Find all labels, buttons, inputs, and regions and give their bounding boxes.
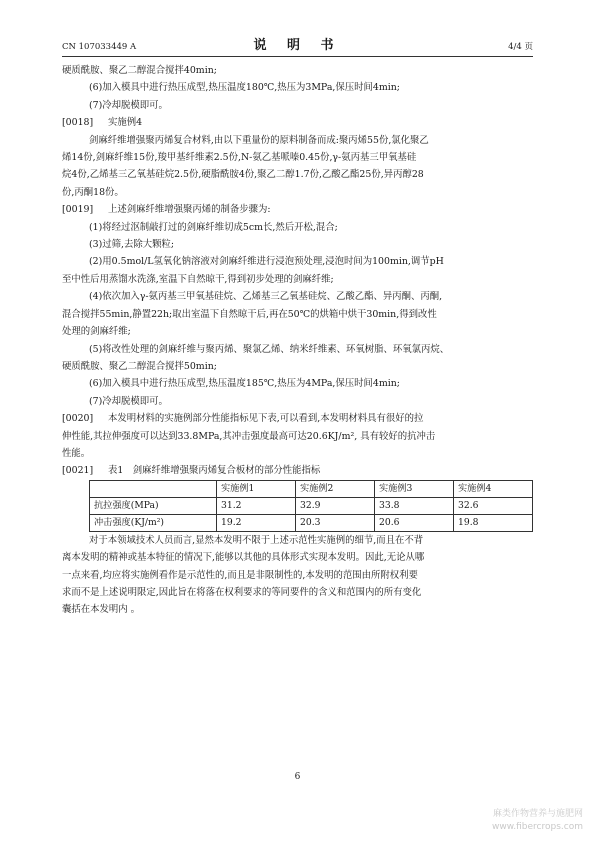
text-line [62, 410, 533, 427]
paragraphs-before-table [62, 62, 533, 462]
text-line [62, 62, 533, 79]
text-line [62, 306, 533, 323]
text-line [62, 166, 533, 183]
line-text: 份,丙酮18份。 [62, 186, 124, 198]
line-text: 硬质酰胺、聚乙二醇混合搅拌40min; [62, 65, 217, 76]
text-line [62, 132, 533, 149]
table-caption [62, 462, 533, 479]
text-line [62, 584, 533, 601]
text-line [62, 375, 533, 392]
page-header [62, 32, 533, 57]
text-line [62, 549, 533, 566]
document-body [62, 62, 533, 619]
line-text: 求而不是上述说明限定,因此旨在将落在权利要求的等同要件的含义和范围内的所有变化 [62, 586, 422, 598]
table-cell: 32.9 [296, 497, 375, 514]
text-line [62, 323, 533, 340]
text-line [62, 79, 533, 96]
paragraphs-after-table [62, 532, 533, 619]
table-cell: 19.8 [454, 514, 533, 531]
table-cell: 19.2 [217, 514, 296, 531]
watermark-url: www.fibercrops.com [492, 822, 583, 832]
patent-number: CN 107033449 A [62, 42, 137, 52]
line-text: 囊括在本发明内 。 [62, 604, 140, 616]
row-label-cell: 冲击强度(KJ/m²) [90, 514, 217, 531]
text-line [62, 201, 533, 218]
line-text: 上述剑麻纤维增强聚丙烯的制备步骤为: [108, 204, 271, 216]
text-line [62, 358, 533, 375]
text-line [62, 445, 533, 462]
site-watermark [492, 808, 583, 834]
line-text: (6)加入模具中进行热压成型,热压温度180℃,热压为3MPa,保压时间4min; [89, 82, 400, 94]
line-text: 对于本领域技术人员而言,显然本发明不限于上述示范性实施例的细节,而且在不背 [89, 534, 424, 546]
table-header-cell: 实施例2 [296, 480, 375, 497]
text-line [62, 601, 533, 618]
table-cell: 33.8 [375, 497, 454, 514]
table-cell: 20.3 [296, 514, 375, 531]
line-text: 混合搅拌55min,静置22h;取出室温下自然晾干后,再在50℃的烘箱中烘干30min,得到改性 [62, 308, 437, 320]
line-text: (6)加入模具中进行热压成型,热压温度185℃,热压为4MPa,保压时间4min; [89, 378, 400, 390]
line-text: 离本发明的精神或基本特征的情况下,能够以其他的具体形式实现本发明。因此,无论从哪 [62, 552, 425, 564]
page-number: 6 [294, 772, 301, 782]
line-text: 硬质酰胺、聚乙二醇混合搅拌50min; [62, 360, 217, 372]
text-line [62, 114, 533, 131]
line-text: 至中性后用蒸馏水洗涤,室温下自然晾干,得到初步处理的剑麻纤维; [62, 273, 334, 285]
text-line [62, 219, 533, 236]
table-header-row [90, 480, 533, 497]
text-line [62, 288, 533, 305]
line-text: (7)冷却脱模即可。 [89, 99, 168, 111]
line-text: 处理的剑麻纤维; [62, 326, 131, 338]
document-title: 说 明 书 [253, 38, 342, 53]
line-text: 烯14份,剑麻纤维15份,羧甲基纤维素2.5份,N-氨乙基哌嗪0.45份,γ-氨丙基三甲氧基硅 [62, 152, 417, 164]
page-indicator: 4/4 页 [508, 42, 533, 52]
line-text: 实施例4 [108, 117, 143, 129]
table-header-cell [90, 480, 217, 497]
text-line [62, 393, 533, 410]
line-text: 剑麻纤维增强聚丙烯复合材料,由以下重量份的原料制备而成:聚丙烯55份,氯化聚乙 [89, 134, 429, 146]
row-label-cell: 抗拉强度(MPa) [90, 497, 217, 514]
text-line [62, 271, 533, 288]
table-cell: 32.6 [454, 497, 533, 514]
text-line [62, 567, 533, 584]
line-text: (4)依次加入γ-氨丙基三甲氧基硅烷、乙烯基三乙氧基硅烷、乙酸乙酯、异丙酮、丙酮, [89, 291, 443, 303]
table-header-cell: 实施例4 [454, 480, 533, 497]
line-text: (7)冷却脱模即可。 [89, 395, 168, 407]
line-text: (2)用0.5mol/L氢氧化钠溶液对剑麻纤维进行浸泡预处理,浸泡时间为100min,调节pH [89, 256, 444, 268]
line-text: (3)过筛,去除大颗粒; [89, 239, 175, 251]
text-line [62, 341, 533, 358]
line-text: 烷4份,乙烯基三乙氧基硅烷2.5份,硬脂酰胺4份,聚乙二醇1.7份,乙酸乙酯25份,异丙醇28 [62, 169, 424, 181]
performance-table [89, 480, 533, 532]
table-cell: 20.6 [375, 514, 454, 531]
table-cell: 31.2 [217, 497, 296, 514]
line-text: 一点来看,均应将实施例看作是示范性的,而且是非限制性的,本发明的范围由所附权利要 [62, 569, 418, 581]
table-row [90, 497, 533, 514]
text-line [62, 532, 533, 549]
text-line [62, 253, 533, 270]
line-text: 本发明材料的实施例部分性能指标见下表,可以看到,本发明材料具有很好的拉 [108, 413, 424, 425]
line-text: (5)将改性处理的剑麻纤维与聚丙烯、聚氯乙烯、纳米纤维素、环氧树脂、环氧氯丙烷、 [89, 343, 450, 355]
text-line [62, 97, 533, 114]
paragraph-number: [0021] [62, 465, 94, 477]
line-text: (1)将经过沤制敲打过的剑麻纤维切成5cm长,然后开松,混合; [89, 221, 338, 233]
paragraph-number: [0019] [62, 204, 94, 216]
table-header-cell: 实施例1 [217, 480, 296, 497]
line-text: 伸性能,其拉伸强度可以达到33.8MPa,其冲击强度最高可达20.6KJ/m², 具有较好的抗冲击 [62, 430, 436, 442]
table-header-cell: 实施例3 [375, 480, 454, 497]
paragraph-number: [0020] [62, 413, 94, 425]
table-row [90, 514, 533, 531]
text-line [62, 149, 533, 166]
watermark-name: 麻类作物营养与施肥网 [492, 809, 583, 819]
line-text: 性能。 [62, 447, 91, 459]
table-caption-text: 表1 剑麻纤维增强聚丙烯复合板材的部分性能指标 [108, 465, 321, 477]
text-line [62, 428, 533, 445]
text-line [62, 184, 533, 201]
paragraph-number: [0018] [62, 117, 94, 129]
text-line [62, 236, 533, 253]
